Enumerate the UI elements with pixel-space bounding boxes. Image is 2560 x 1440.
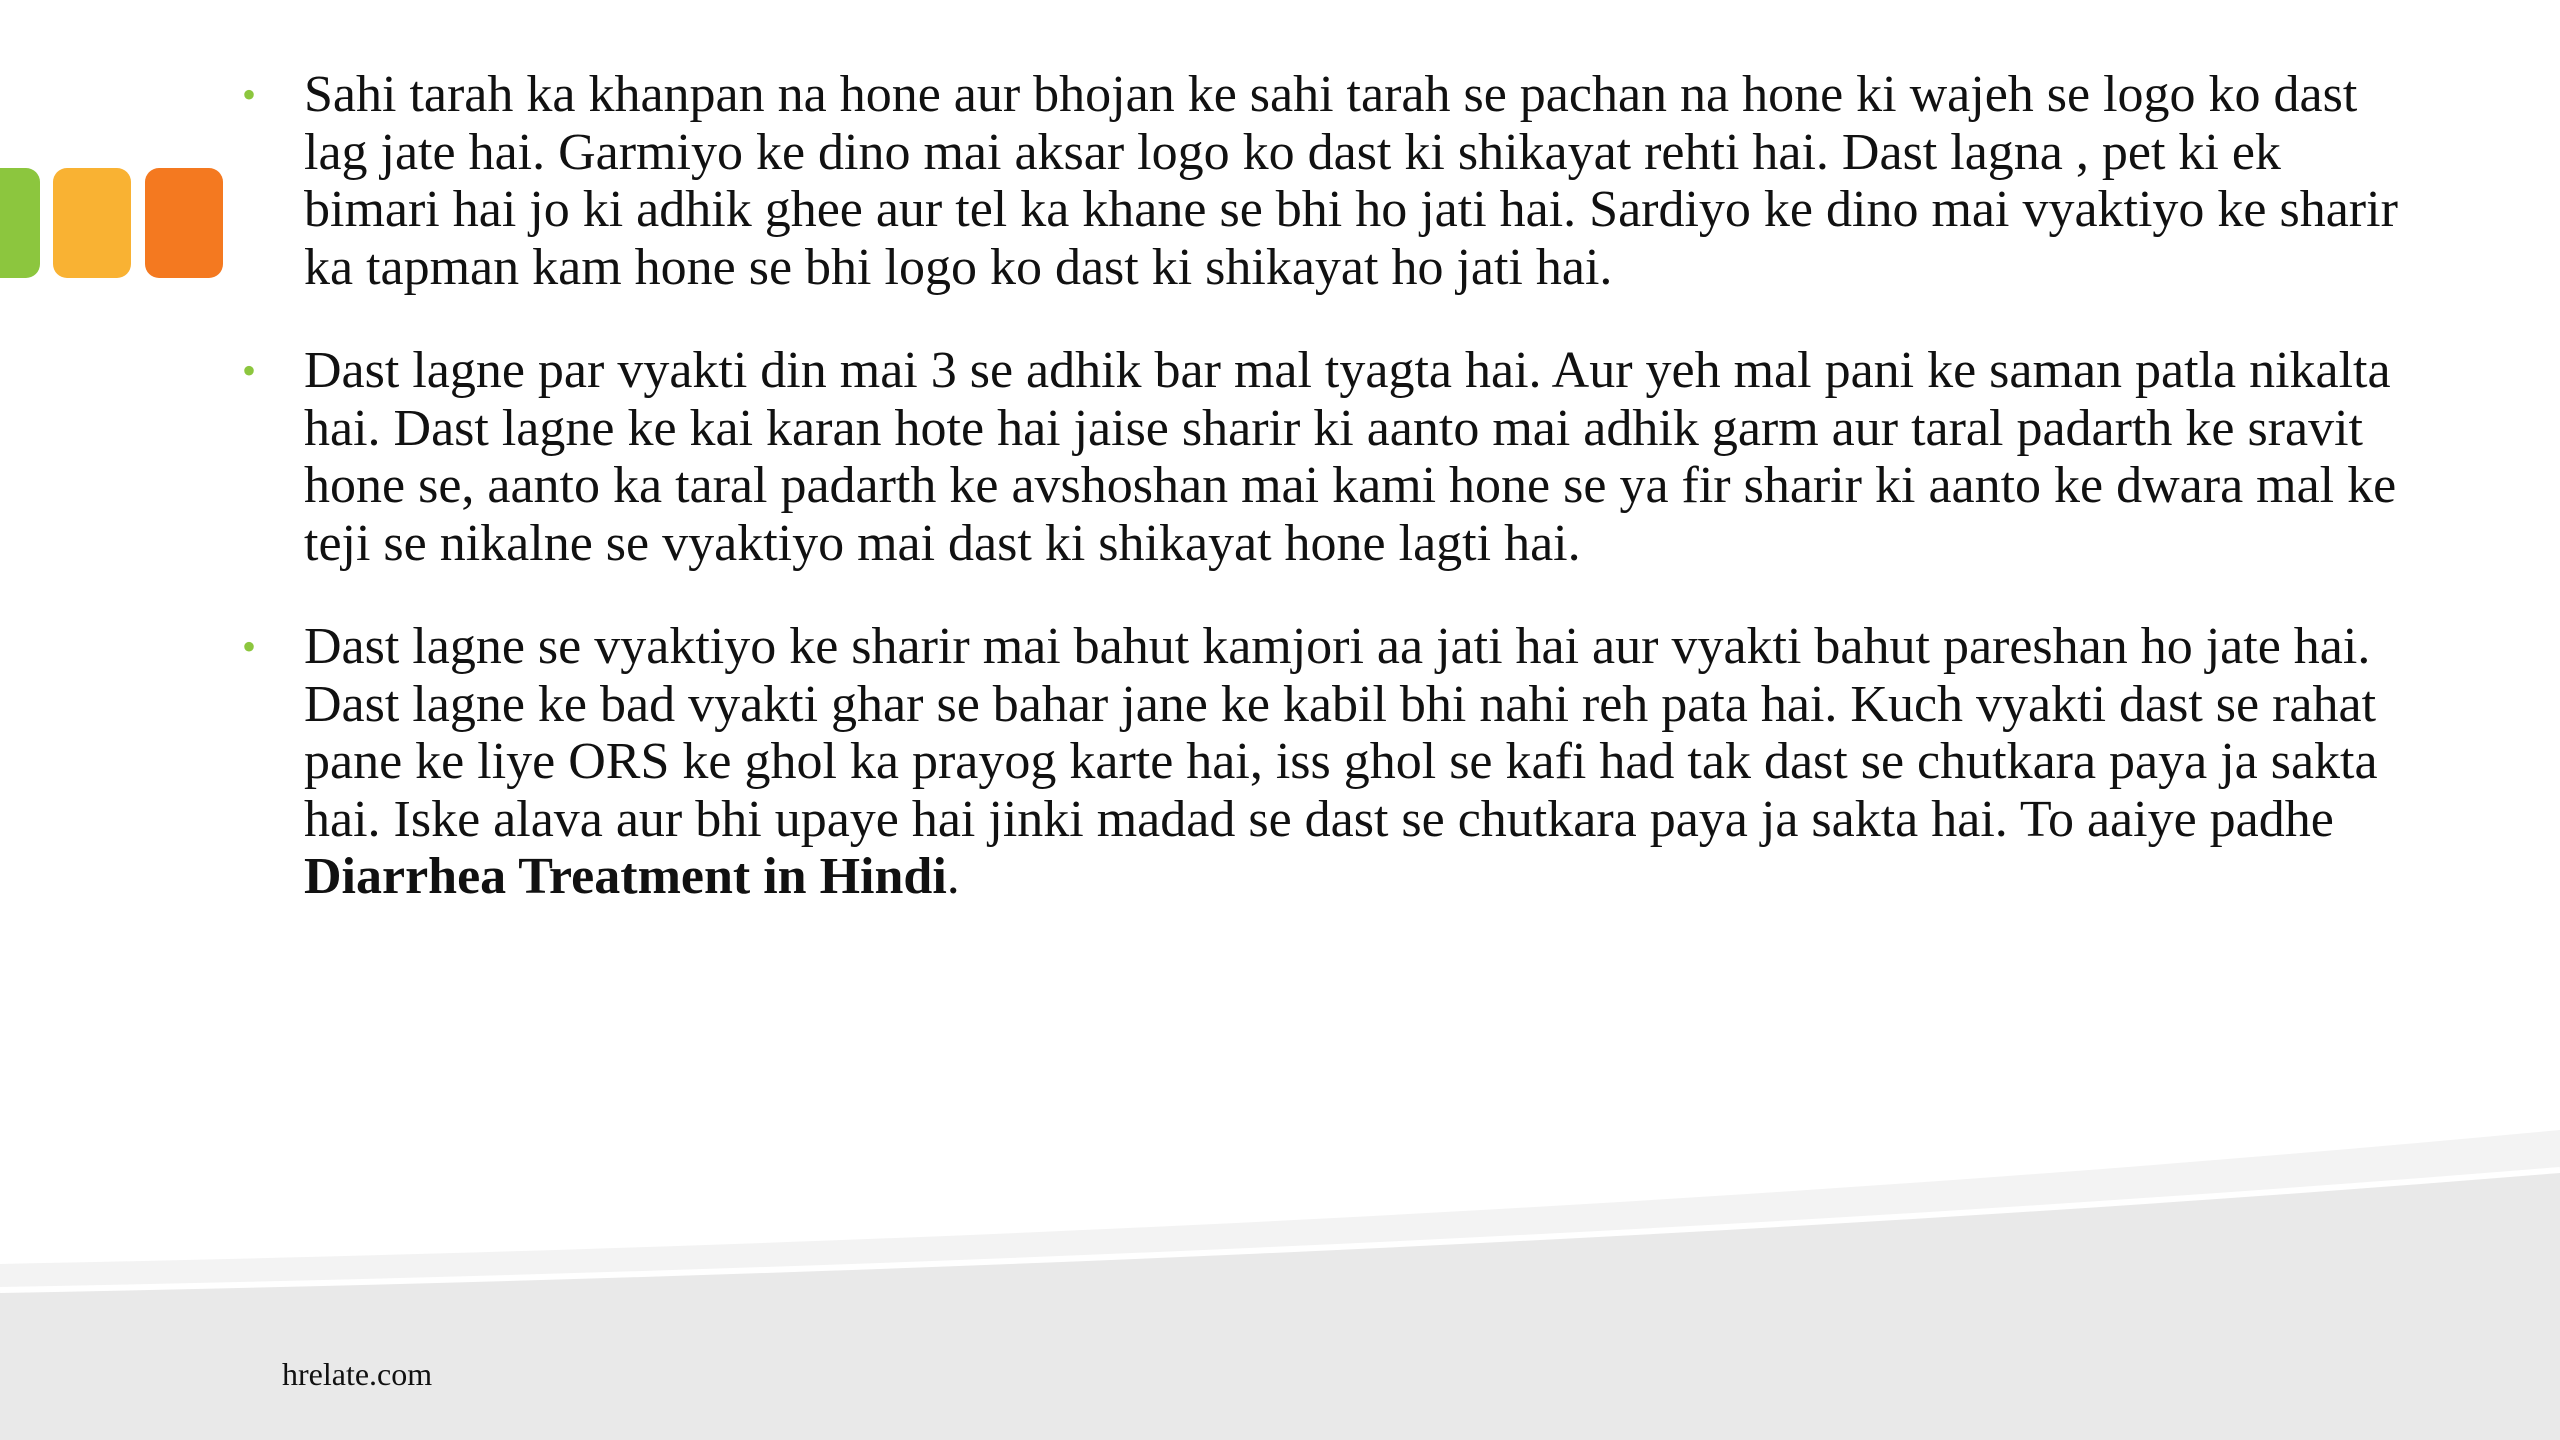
diarrhea-treatment-link[interactable]: Diarrhea Treatment in Hindi	[304, 848, 947, 905]
bullet-text-end: .	[946, 848, 960, 905]
footer-site-name: hrelate.com	[282, 1356, 433, 1392]
orange-square-decoration	[145, 168, 223, 278]
bullet-dot-icon: •	[242, 72, 257, 117]
bullet-item	[230, 618, 2410, 906]
bullet-item	[230, 66, 2410, 296]
green-square-decoration	[0, 168, 40, 278]
bullet-item	[230, 342, 2410, 572]
bullet-list	[230, 66, 2410, 952]
yellow-square-decoration	[53, 168, 131, 278]
bullet-text: Dast lagne se vyaktiyo ke sharir mai bahut kamjori aa jati hai aur vyakti bahut pareshan ho jate hai. Dast lagne ke bad vyakti ghar se bahar jane ke kabil bhi nahi reh pata hai. Kuch vyakti dast se rahat pane ke liye ORS ke ghol ka prayog karte hai, iss ghol se kafi had tak dast se chutkara paya ja sakta hai. Iske alava aur bhi upaye hai jinki madad se dast se chutkara paya ja sakta hai. To aaiye padhe	[304, 618, 2378, 848]
bullet-dot-icon: •	[242, 348, 257, 393]
bullet-text: Sahi tarah ka khanpan na hone aur bhojan ke sahi tarah se pachan na hone ki wajeh se logo ko dast lag jate hai. Garmiyo ke dino mai aksar logo ko dast ki shikayat rehti hai. Dast lagna , pet ki ek bimari hai jo ki adhik ghee aur tel ka khane se bhi ho jati hai. Sardiyo ke dino mai vyaktiyo ke sharir ka tapman kam hone se bhi logo ko dast ki shikayat ho jati hai.	[304, 66, 2398, 296]
bullet-dot-icon: •	[242, 624, 257, 669]
bullet-text: Dast lagne par vyakti din mai 3 se adhik bar mal tyagta hai. Aur yeh mal pani ke saman patla nikalta hai. Dast lagne ke kai karan hote hai jaise sharir ki aanto mai adhik garm aur taral padarth ke sravit hone se, aanto ka taral padarth ke avshoshan mai kami hone se ya fir sharir ki aanto ke dwara mal ke teji se nikalne se vyaktiyo mai dast ki shikayat hone lagti hai.	[304, 342, 2397, 572]
